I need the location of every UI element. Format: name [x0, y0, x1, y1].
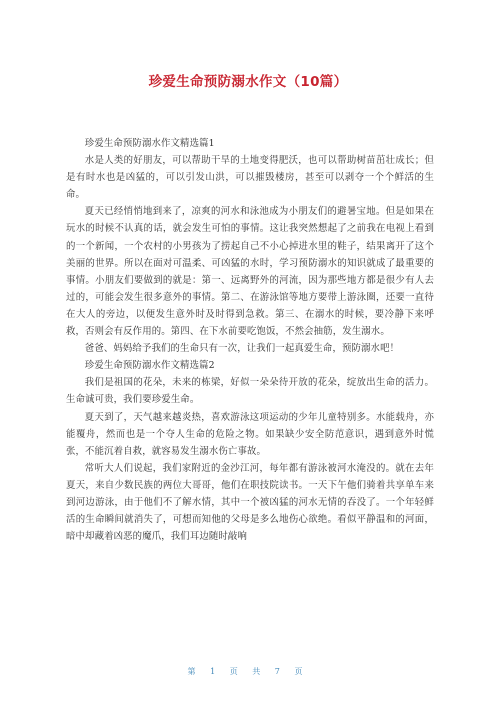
paragraph: 我们是祖国的花朵，未来的栋梁，好似一朵朵待开放的花朵，绽放出生命的活力。生命诚可贵，我们要珍爱生命。 [66, 377, 434, 406]
paragraph: 爸爸、妈妈给予我们的生命只有一次，让我们一起真爱生命，预防溺水吧！ [84, 343, 400, 355]
paragraph: 水是人类的好朋友，可以帮助干旱的土地变得肥沃，也可以帮助树苗茁壮成长；但是有时水也是凶猛的，可以引发山洪，可以摧毁楼房，甚至可以剥夺一个个鲜活的生命。 [66, 155, 434, 201]
section-heading-1: 珍爱生命预防溺水作文精选篇1 [84, 138, 215, 149]
document-body [66, 135, 434, 545]
paragraph: 夏天已经悄悄地到来了，凉爽的河水和泳池成为小朋友们的避暑宝地。但是如果在玩水的时候不认真的话，就会发生可怕的事情。这让我突然想起了之前我在电视上看到的一个新闻，一个农村的小男孩为了捞起自己不小心掉进水里的鞋子，结果离开了这个美丽的世界。所以在面对可温柔、可凶猛的水时，学习预防溺水的知识就成了最重要的事情。小朋友们要做到的就是：第一、远离野外的河流，因为那些地方都是很少有人去过的，可能会发生很多意外的事情。第二、在游泳馆等地方要带上游泳圈，还要一直待在大人的旁边，以便发生意外时及时得到急救。第三、在溺水的时候，要冷静下来呼救，否则会有反作用的。第四、在下水前要吃饱饭，不然会抽筋，发生溺水。 [66, 206, 434, 338]
section-heading-2: 珍爱生命预防溺水作文精选篇2 [84, 360, 215, 372]
paragraph: 夏天到了，天气越来越炎热，喜欢游泳这项运动的少年儿童特别多。水能载舟，亦能覆舟，然而也是一个夺人生命的危险之物。如果缺少安全防范意识，遇到意外时慌张，不能沉着自救，就容易发生溺水伤亡事故。 [66, 411, 434, 457]
paragraph: 常听大人们说起，我们家附近的金沙江河，每年都有游泳被河水淹没的。就在去年夏天，来自少数民族的两位大哥哥，他们在职技院读书。一天下午他们骑着共享单车来到河边游泳，由于他们不了解水情，其中一个被凶猛的河水无情的吞没了。一个年轻鲜活的生命瞬间就消失了，可想而知他的父母是多么地伤心欲绝。看似平静温和的河面，暗中却藏着凶恶的魔爪，我们耳边随时敲响 [66, 462, 434, 543]
page-footer: 第 1 页 共 7 页 [187, 667, 309, 676]
document-title: 珍爱生命预防溺水作文（10篇） [148, 74, 348, 90]
